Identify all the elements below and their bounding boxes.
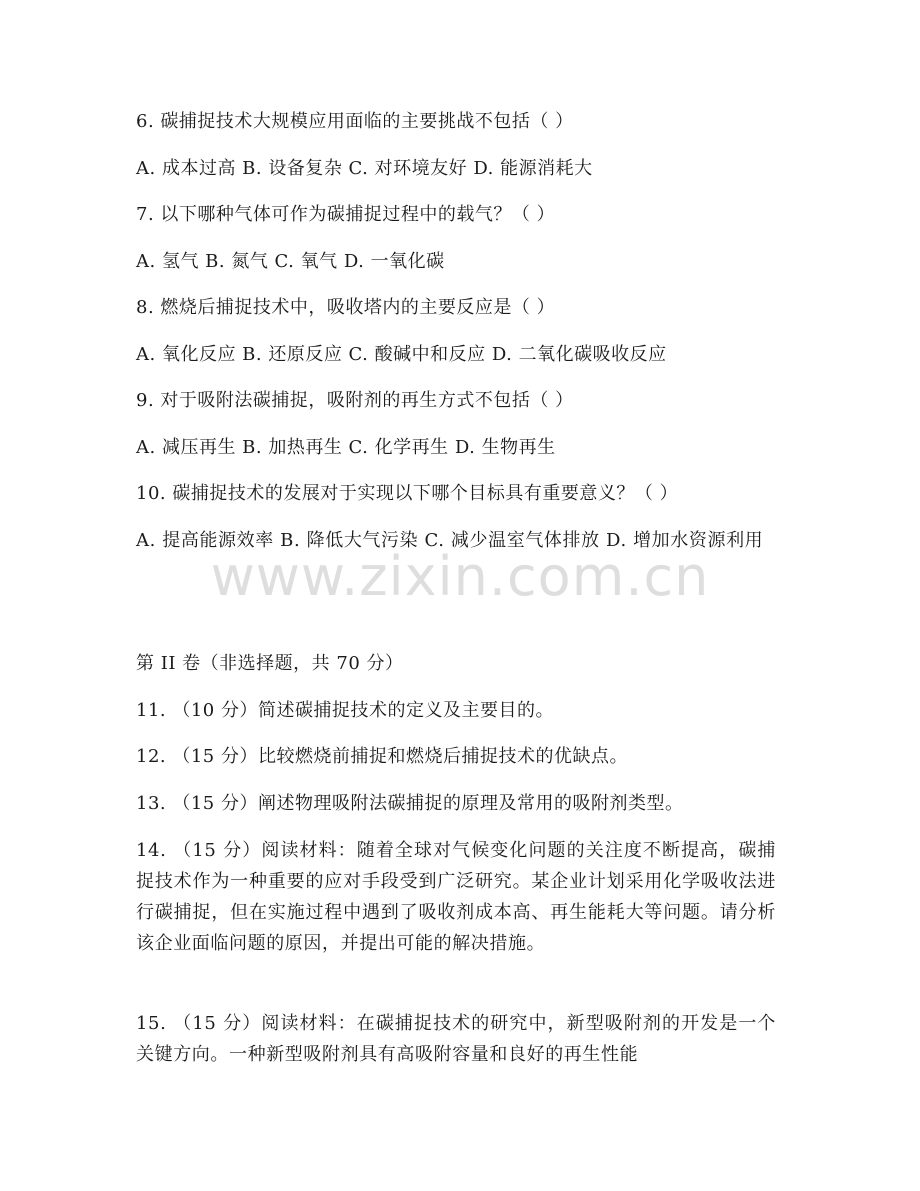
question-6-options: A. 成本过高 B. 设备复杂 C. 对环境友好 D. 能源消耗大 bbox=[136, 158, 593, 179]
question-8-options: A. 氧化反应 B. 还原反应 C. 酸碱中和反应 D. 二氧化碳吸收反应 bbox=[136, 344, 667, 365]
watermark: www.zixin.com.cn bbox=[210, 545, 710, 608]
question-7-stem: 7. 以下哪种气体可作为碳捕捉过程中的载气？（ ） bbox=[136, 204, 556, 225]
question-10-options: A. 提高能源效率 B. 降低大气污染 C. 减少温室气体排放 D. 增加水资源利用 bbox=[136, 530, 764, 551]
question-13: 13. （15 分）阐述物理吸附法碳捕捉的原理及常用的吸附剂类型。 bbox=[136, 793, 684, 814]
question-10-stem: 10. 碳捕捉技术的发展对于实现以下哪个目标具有重要意义？（ ） bbox=[136, 483, 679, 504]
question-9-stem: 9. 对于吸附法碳捕捉，吸附剂的再生方式不包括（ ） bbox=[136, 390, 574, 411]
question-6-stem: 6. 碳捕捉技术大规模应用面临的主要挑战不包括（ ） bbox=[136, 111, 574, 132]
question-11: 11. （10 分）简述碳捕捉技术的定义及主要目的。 bbox=[136, 700, 554, 721]
question-9-options: A. 减压再生 B. 加热再生 C. 化学再生 D. 生物再生 bbox=[136, 437, 556, 458]
question-12: 12. （15 分）比较燃烧前捕捉和燃烧后捕捉技术的优缺点。 bbox=[136, 746, 628, 767]
section-2-heading: 第 II 卷（非选择题，共 70 分） bbox=[136, 653, 404, 674]
question-15: 15. （15 分）阅读材料：在碳捕捉技术的研究中，新型吸附剂的开发是一个关键方向。一种新型吸附剂具有高吸附容量和良好的再生性能 bbox=[136, 1013, 776, 1065]
question-8-stem: 8. 燃烧后捕捉技术中，吸收塔内的主要反应是（ ） bbox=[136, 297, 556, 318]
question-14: 14. （15 分）阅读材料：随着全球对气候变化问题的关注度不断提高，碳捕捉技术作为一种重要的应对手段受到广泛研究。某企业计划采用化学吸收法进行碳捕捉，但在实施过程中遇到了吸收剂成本高、再生能耗大等问题。请分析该企业面临问题的原因，并提出可能的解决措施。 bbox=[136, 840, 776, 954]
question-7-options: A. 氢气 B. 氮气 C. 氧气 D. 一氧化碳 bbox=[136, 251, 445, 272]
